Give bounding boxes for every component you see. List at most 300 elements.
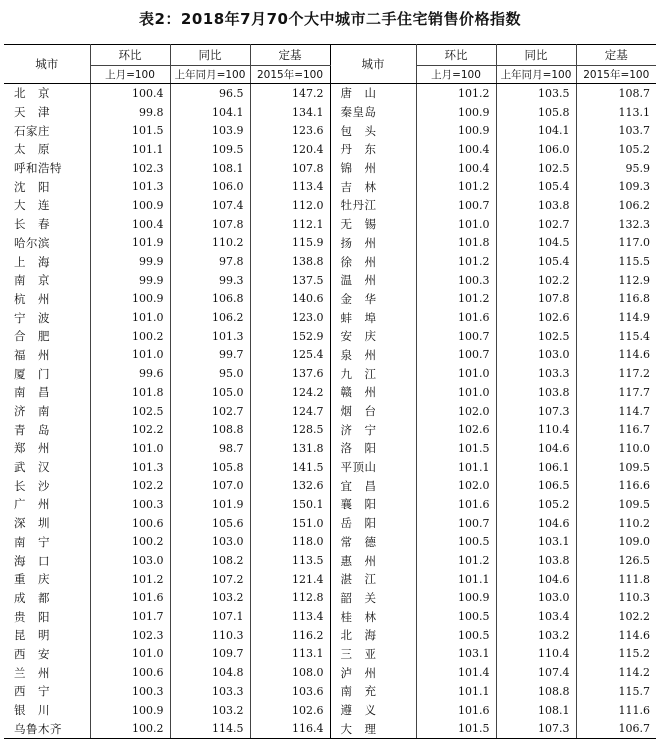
index-value-fixed-right: 109.5 [618, 460, 650, 474]
city-name-left: 深 圳 [4, 514, 90, 533]
table-row [4, 719, 656, 738]
city-name-left: 哈尔滨 [4, 234, 90, 253]
index-value-fixed-right: 126.5 [618, 554, 650, 568]
index-value-mom-right: 101.5 [416, 439, 496, 458]
index-value-mom-left: 100.3 [90, 495, 170, 514]
index-value-yoy-right: 102.2 [496, 271, 576, 290]
city-name-right: 无 锡 [330, 215, 416, 234]
city-name-left: 杭 州 [4, 290, 90, 309]
header-fixed-left: 定基 [250, 45, 330, 66]
index-value-mom-left: 101.7 [90, 607, 170, 626]
city-name-left: 大 连 [4, 196, 90, 215]
subheader-mom-right: 上月=100 [416, 66, 496, 84]
index-value-fixed-right: 114.7 [618, 404, 650, 418]
index-value-fixed-left: 123.6 [250, 121, 330, 140]
index-value-mom-left: 102.3 [90, 626, 170, 645]
city-name-left: 济 南 [4, 402, 90, 421]
index-value-yoy-left: 108.8 [170, 420, 250, 439]
index-value-mom-right: 101.5 [416, 719, 496, 738]
table-row [4, 84, 656, 103]
index-value-fixed-right: 106.2 [618, 198, 650, 212]
table-row [4, 402, 656, 421]
index-value-mom-right: 101.0 [416, 364, 496, 383]
index-value-mom-left: 101.0 [90, 346, 170, 365]
city-name-right: 常 德 [330, 533, 416, 552]
index-value-fixed-right: 117.0 [618, 236, 650, 250]
index-value-yoy-left: 102.7 [170, 402, 250, 421]
index-value-mom-left: 99.6 [90, 364, 170, 383]
index-value-fixed-left: 151.0 [250, 514, 330, 533]
index-value-mom-right: 101.6 [416, 308, 496, 327]
index-value-fixed-right: 111.6 [618, 703, 650, 717]
index-value-fixed-left: 124.2 [250, 383, 330, 402]
city-name-right: 洛 阳 [330, 439, 416, 458]
index-value-yoy-left: 110.3 [170, 626, 250, 645]
city-name-left: 上 海 [4, 252, 90, 271]
index-value-yoy-right: 103.0 [496, 589, 576, 608]
city-name-right: 桂 林 [330, 607, 416, 626]
index-value-yoy-left: 103.3 [170, 682, 250, 701]
index-value-mom-left: 99.9 [90, 271, 170, 290]
index-value-yoy-right: 102.5 [496, 159, 576, 178]
index-value-yoy-left: 107.2 [170, 570, 250, 589]
index-value-yoy-right: 103.2 [496, 626, 576, 645]
index-value-fixed-left: 150.1 [250, 495, 330, 514]
index-value-yoy-left: 96.5 [170, 84, 250, 103]
index-value-mom-right: 101.2 [416, 177, 496, 196]
index-value-yoy-right: 102.5 [496, 327, 576, 346]
index-value-yoy-right: 106.0 [496, 140, 576, 159]
index-value-yoy-right: 104.6 [496, 514, 576, 533]
index-value-fixed-right: 111.8 [618, 572, 650, 586]
index-value-mom-right: 100.9 [416, 103, 496, 122]
index-value-mom-right: 101.2 [416, 252, 496, 271]
index-value-mom-left: 100.2 [90, 533, 170, 552]
index-value-yoy-left: 103.2 [170, 701, 250, 720]
index-value-fixed-right: 115.7 [618, 684, 650, 698]
index-value-fixed-right: 110.2 [618, 516, 650, 530]
index-value-fixed-right: 114.6 [618, 628, 650, 642]
table-row [4, 458, 656, 477]
index-value-yoy-left: 106.8 [170, 290, 250, 309]
index-value-fixed-left: 112.1 [250, 215, 330, 234]
header-yoy-left: 同比 [170, 45, 250, 66]
index-value-fixed-left: 132.6 [250, 476, 330, 495]
index-value-fixed-right: 115.2 [618, 647, 650, 661]
index-value-fixed-left: 112.8 [250, 589, 330, 608]
index-value-fixed-right: 110.0 [618, 441, 650, 455]
index-value-yoy-right: 105.4 [496, 252, 576, 271]
index-value-mom-left: 100.3 [90, 682, 170, 701]
index-value-fixed-left: 103.6 [250, 682, 330, 701]
index-value-yoy-right: 107.4 [496, 663, 576, 682]
city-name-right: 牡丹江 [330, 196, 416, 215]
index-value-fixed-right: 115.5 [618, 255, 650, 269]
table-row [4, 159, 656, 178]
index-value-mom-right: 102.0 [416, 476, 496, 495]
city-name-left: 福 州 [4, 346, 90, 365]
index-value-yoy-left: 103.9 [170, 121, 250, 140]
city-name-left: 昆 明 [4, 626, 90, 645]
table-row [4, 533, 656, 552]
index-value-fixed-left: 112.0 [250, 196, 330, 215]
table-row [4, 290, 656, 309]
index-value-yoy-left: 107.4 [170, 196, 250, 215]
index-value-fixed-right: 114.2 [618, 666, 650, 680]
city-name-right: 温 州 [330, 271, 416, 290]
index-value-mom-right: 100.5 [416, 533, 496, 552]
city-name-right: 锦 州 [330, 159, 416, 178]
index-value-yoy-left: 97.8 [170, 252, 250, 271]
city-name-left: 乌鲁木齐 [4, 719, 90, 738]
index-value-mom-left: 101.0 [90, 308, 170, 327]
index-value-mom-left: 101.0 [90, 645, 170, 664]
index-value-yoy-right: 106.1 [496, 458, 576, 477]
city-name-left: 南 昌 [4, 383, 90, 402]
index-value-fixed-right: 116.8 [618, 292, 650, 306]
table-row [4, 234, 656, 253]
city-name-left: 青 岛 [4, 420, 90, 439]
index-value-yoy-left: 107.1 [170, 607, 250, 626]
index-value-fixed-right: 109.5 [618, 497, 650, 511]
index-value-mom-left: 101.3 [90, 458, 170, 477]
city-name-right: 赣 州 [330, 383, 416, 402]
index-value-fixed-left: 124.7 [250, 402, 330, 421]
index-value-mom-right: 100.5 [416, 607, 496, 626]
price-index-table [4, 44, 656, 739]
table-row [4, 682, 656, 701]
index-value-mom-left: 100.9 [90, 196, 170, 215]
city-name-left: 天 津 [4, 103, 90, 122]
index-value-mom-left: 102.3 [90, 159, 170, 178]
subheader-yoy-left: 上年同月=100 [170, 66, 250, 84]
city-name-left: 海 口 [4, 551, 90, 570]
city-name-left: 西 宁 [4, 682, 90, 701]
city-name-right: 韶 关 [330, 589, 416, 608]
index-value-fixed-right: 105.2 [618, 142, 650, 156]
city-name-left: 呼和浩特 [4, 159, 90, 178]
city-name-left: 西 安 [4, 645, 90, 664]
city-name-right: 烟 台 [330, 402, 416, 421]
index-value-mom-left: 100.9 [90, 290, 170, 309]
table-row [4, 364, 656, 383]
city-name-right: 泸 州 [330, 663, 416, 682]
city-name-left: 广 州 [4, 495, 90, 514]
index-value-mom-left: 100.4 [90, 84, 170, 103]
index-value-mom-right: 100.4 [416, 159, 496, 178]
index-value-fixed-left: 128.5 [250, 420, 330, 439]
index-value-yoy-left: 98.7 [170, 439, 250, 458]
table-body [4, 84, 656, 739]
index-value-yoy-right: 107.8 [496, 290, 576, 309]
index-value-yoy-right: 103.3 [496, 364, 576, 383]
table-row [4, 439, 656, 458]
index-value-fixed-left: 138.8 [250, 252, 330, 271]
index-value-fixed-right: 109.0 [618, 535, 650, 549]
header-mom-right: 环比 [416, 45, 496, 66]
index-value-fixed-right: 117.2 [618, 367, 650, 381]
city-name-right: 惠 州 [330, 551, 416, 570]
index-value-yoy-left: 105.8 [170, 458, 250, 477]
table-title: 表2：2018年7月70个大中城市二手住宅销售价格指数 [139, 10, 521, 28]
city-name-left: 贵 阳 [4, 607, 90, 626]
index-value-mom-right: 101.6 [416, 701, 496, 720]
index-value-mom-left: 100.2 [90, 327, 170, 346]
city-name-left: 合 肥 [4, 327, 90, 346]
index-value-mom-left: 100.6 [90, 514, 170, 533]
index-value-mom-right: 100.5 [416, 626, 496, 645]
index-value-fixed-right: 95.9 [625, 161, 650, 175]
index-value-fixed-left: 116.4 [250, 719, 330, 738]
index-value-yoy-right: 106.5 [496, 476, 576, 495]
index-value-mom-left: 100.6 [90, 663, 170, 682]
index-value-fixed-left: 113.4 [250, 607, 330, 626]
index-value-yoy-right: 108.1 [496, 701, 576, 720]
table-row [4, 551, 656, 570]
city-name-right: 扬 州 [330, 234, 416, 253]
header-mom-left: 环比 [90, 45, 170, 66]
index-value-fixed-right: 110.3 [618, 591, 650, 605]
index-value-mom-left: 99.9 [90, 252, 170, 271]
index-value-fixed-left: 134.1 [250, 103, 330, 122]
index-value-yoy-left: 109.5 [170, 140, 250, 159]
index-value-fixed-left: 131.8 [250, 439, 330, 458]
table-row [4, 196, 656, 215]
index-value-mom-right: 101.1 [416, 570, 496, 589]
table-row [4, 607, 656, 626]
index-value-mom-left: 101.1 [90, 140, 170, 159]
index-value-yoy-left: 105.6 [170, 514, 250, 533]
city-name-right: 遵 义 [330, 701, 416, 720]
index-value-yoy-right: 104.1 [496, 121, 576, 140]
city-name-right: 济 宁 [330, 420, 416, 439]
index-value-fixed-left: 116.2 [250, 626, 330, 645]
table-row [4, 252, 656, 271]
city-name-right: 丹 东 [330, 140, 416, 159]
index-value-mom-right: 101.2 [416, 290, 496, 309]
index-value-yoy-right: 107.3 [496, 402, 576, 421]
index-value-mom-right: 100.7 [416, 514, 496, 533]
header-city-left: 城市 [4, 45, 90, 84]
index-value-fixed-right: 108.7 [618, 86, 650, 100]
city-name-right: 三 亚 [330, 645, 416, 664]
table-row [4, 308, 656, 327]
table-row [4, 589, 656, 608]
city-name-left: 成 都 [4, 589, 90, 608]
index-value-yoy-left: 103.0 [170, 533, 250, 552]
city-name-right: 秦皇岛 [330, 103, 416, 122]
city-name-left: 石家庄 [4, 121, 90, 140]
index-value-fixed-left: 113.4 [250, 177, 330, 196]
table-row [4, 103, 656, 122]
index-value-mom-right: 100.4 [416, 140, 496, 159]
index-value-fixed-left: 120.4 [250, 140, 330, 159]
city-name-right: 吉 林 [330, 177, 416, 196]
table-row [4, 645, 656, 664]
index-value-yoy-left: 107.0 [170, 476, 250, 495]
table-row [4, 327, 656, 346]
index-value-yoy-left: 101.9 [170, 495, 250, 514]
index-value-mom-right: 101.1 [416, 682, 496, 701]
city-name-left: 南 宁 [4, 533, 90, 552]
index-value-mom-left: 103.0 [90, 551, 170, 570]
index-value-fixed-right: 114.6 [618, 348, 650, 362]
index-value-yoy-left: 109.7 [170, 645, 250, 664]
index-value-mom-left: 102.2 [90, 476, 170, 495]
index-value-fixed-left: 115.9 [250, 234, 330, 253]
table-row [4, 476, 656, 495]
city-name-left: 沈 阳 [4, 177, 90, 196]
index-value-fixed-right: 114.9 [618, 311, 650, 325]
index-value-mom-right: 101.0 [416, 383, 496, 402]
city-name-right: 岳 阳 [330, 514, 416, 533]
index-value-mom-right: 100.7 [416, 346, 496, 365]
table-row [4, 140, 656, 159]
city-name-right: 南 充 [330, 682, 416, 701]
index-value-yoy-right: 102.7 [496, 215, 576, 234]
city-name-left: 厦 门 [4, 364, 90, 383]
city-name-right: 包 头 [330, 121, 416, 140]
header-yoy-right: 同比 [496, 45, 576, 66]
table-row [4, 701, 656, 720]
city-name-right: 安 庆 [330, 327, 416, 346]
city-name-left: 重 庆 [4, 570, 90, 589]
index-value-mom-right: 102.0 [416, 402, 496, 421]
index-value-mom-right: 103.1 [416, 645, 496, 664]
index-value-fixed-left: 108.0 [250, 663, 330, 682]
table-row [4, 663, 656, 682]
index-value-mom-left: 101.3 [90, 177, 170, 196]
index-value-yoy-right: 104.5 [496, 234, 576, 253]
index-value-fixed-left: 123.0 [250, 308, 330, 327]
index-value-fixed-left: 147.2 [250, 84, 330, 103]
index-value-yoy-right: 103.1 [496, 533, 576, 552]
index-value-yoy-left: 106.0 [170, 177, 250, 196]
index-value-yoy-right: 103.8 [496, 196, 576, 215]
index-value-mom-left: 101.2 [90, 570, 170, 589]
city-name-right: 九 江 [330, 364, 416, 383]
table-row [4, 514, 656, 533]
subheader-fixed-left: 2015年=100 [250, 66, 330, 84]
index-value-mom-right: 100.9 [416, 121, 496, 140]
index-value-mom-left: 100.4 [90, 215, 170, 234]
index-value-yoy-right: 105.2 [496, 495, 576, 514]
table-row [4, 346, 656, 365]
index-value-fixed-right: 102.2 [618, 610, 650, 624]
index-value-yoy-left: 105.0 [170, 383, 250, 402]
index-value-mom-right: 100.7 [416, 196, 496, 215]
index-value-mom-left: 99.8 [90, 103, 170, 122]
city-name-left: 武 汉 [4, 458, 90, 477]
index-value-mom-right: 101.2 [416, 84, 496, 103]
city-name-left: 长 春 [4, 215, 90, 234]
city-name-right: 蚌 埠 [330, 308, 416, 327]
index-value-mom-left: 102.2 [90, 420, 170, 439]
index-value-yoy-right: 104.6 [496, 439, 576, 458]
index-value-mom-right: 101.0 [416, 215, 496, 234]
index-value-mom-right: 102.6 [416, 420, 496, 439]
index-value-mom-right: 100.9 [416, 589, 496, 608]
table-row [4, 420, 656, 439]
table-header [4, 45, 656, 84]
index-value-yoy-left: 107.8 [170, 215, 250, 234]
index-value-fixed-left: 137.5 [250, 271, 330, 290]
index-value-yoy-right: 105.4 [496, 177, 576, 196]
index-value-fixed-left: 152.9 [250, 327, 330, 346]
index-value-yoy-right: 103.8 [496, 383, 576, 402]
city-name-right: 宜 昌 [330, 476, 416, 495]
city-name-left: 太 原 [4, 140, 90, 159]
index-value-yoy-right: 102.6 [496, 308, 576, 327]
header-fixed-right: 定基 [576, 45, 656, 66]
index-value-fixed-left: 121.4 [250, 570, 330, 589]
index-value-mom-left: 101.6 [90, 589, 170, 608]
table-row [4, 215, 656, 234]
city-name-right: 金 华 [330, 290, 416, 309]
index-value-yoy-right: 104.6 [496, 570, 576, 589]
index-value-mom-right: 101.2 [416, 551, 496, 570]
city-name-left: 银 川 [4, 701, 90, 720]
index-value-fixed-left: 107.8 [250, 159, 330, 178]
index-value-fixed-right: 109.3 [618, 180, 650, 194]
city-name-right: 大 理 [330, 719, 416, 738]
index-value-yoy-right: 105.8 [496, 103, 576, 122]
city-name-left: 南 京 [4, 271, 90, 290]
index-value-yoy-left: 99.3 [170, 271, 250, 290]
city-name-left: 兰 州 [4, 663, 90, 682]
index-value-mom-left: 101.9 [90, 234, 170, 253]
index-value-yoy-left: 114.5 [170, 719, 250, 738]
city-name-right: 平顶山 [330, 458, 416, 477]
index-value-yoy-left: 108.2 [170, 551, 250, 570]
index-value-mom-left: 101.8 [90, 383, 170, 402]
index-value-yoy-right: 110.4 [496, 645, 576, 664]
table-row [4, 570, 656, 589]
index-value-fixed-left: 140.6 [250, 290, 330, 309]
table-row [4, 495, 656, 514]
index-value-fixed-left: 125.4 [250, 346, 330, 365]
index-value-mom-right: 100.3 [416, 271, 496, 290]
index-value-fixed-right: 115.4 [618, 329, 650, 343]
index-value-mom-left: 102.5 [90, 402, 170, 421]
index-value-fixed-right: 132.3 [618, 217, 650, 231]
city-name-left: 宁 波 [4, 308, 90, 327]
index-value-yoy-left: 95.0 [170, 364, 250, 383]
index-value-yoy-right: 103.4 [496, 607, 576, 626]
index-value-mom-right: 101.1 [416, 458, 496, 477]
price-index-table-container [4, 44, 656, 739]
index-value-fixed-left: 137.6 [250, 364, 330, 383]
city-name-right: 唐 山 [330, 84, 416, 103]
city-name-right: 北 海 [330, 626, 416, 645]
index-value-fixed-left: 141.5 [250, 458, 330, 477]
index-value-yoy-left: 99.7 [170, 346, 250, 365]
index-value-mom-right: 101.8 [416, 234, 496, 253]
table-row [4, 177, 656, 196]
index-value-mom-left: 100.2 [90, 719, 170, 738]
index-value-fixed-right: 116.6 [618, 479, 650, 493]
index-value-fixed-left: 118.0 [250, 533, 330, 552]
index-value-fixed-right: 112.9 [618, 273, 650, 287]
index-value-fixed-right: 113.1 [618, 105, 650, 119]
index-value-yoy-right: 110.4 [496, 420, 576, 439]
table-row [4, 626, 656, 645]
index-value-fixed-left: 102.6 [250, 701, 330, 720]
table-row [4, 121, 656, 140]
index-value-yoy-left: 101.3 [170, 327, 250, 346]
table-row [4, 383, 656, 402]
index-value-yoy-right: 103.5 [496, 84, 576, 103]
